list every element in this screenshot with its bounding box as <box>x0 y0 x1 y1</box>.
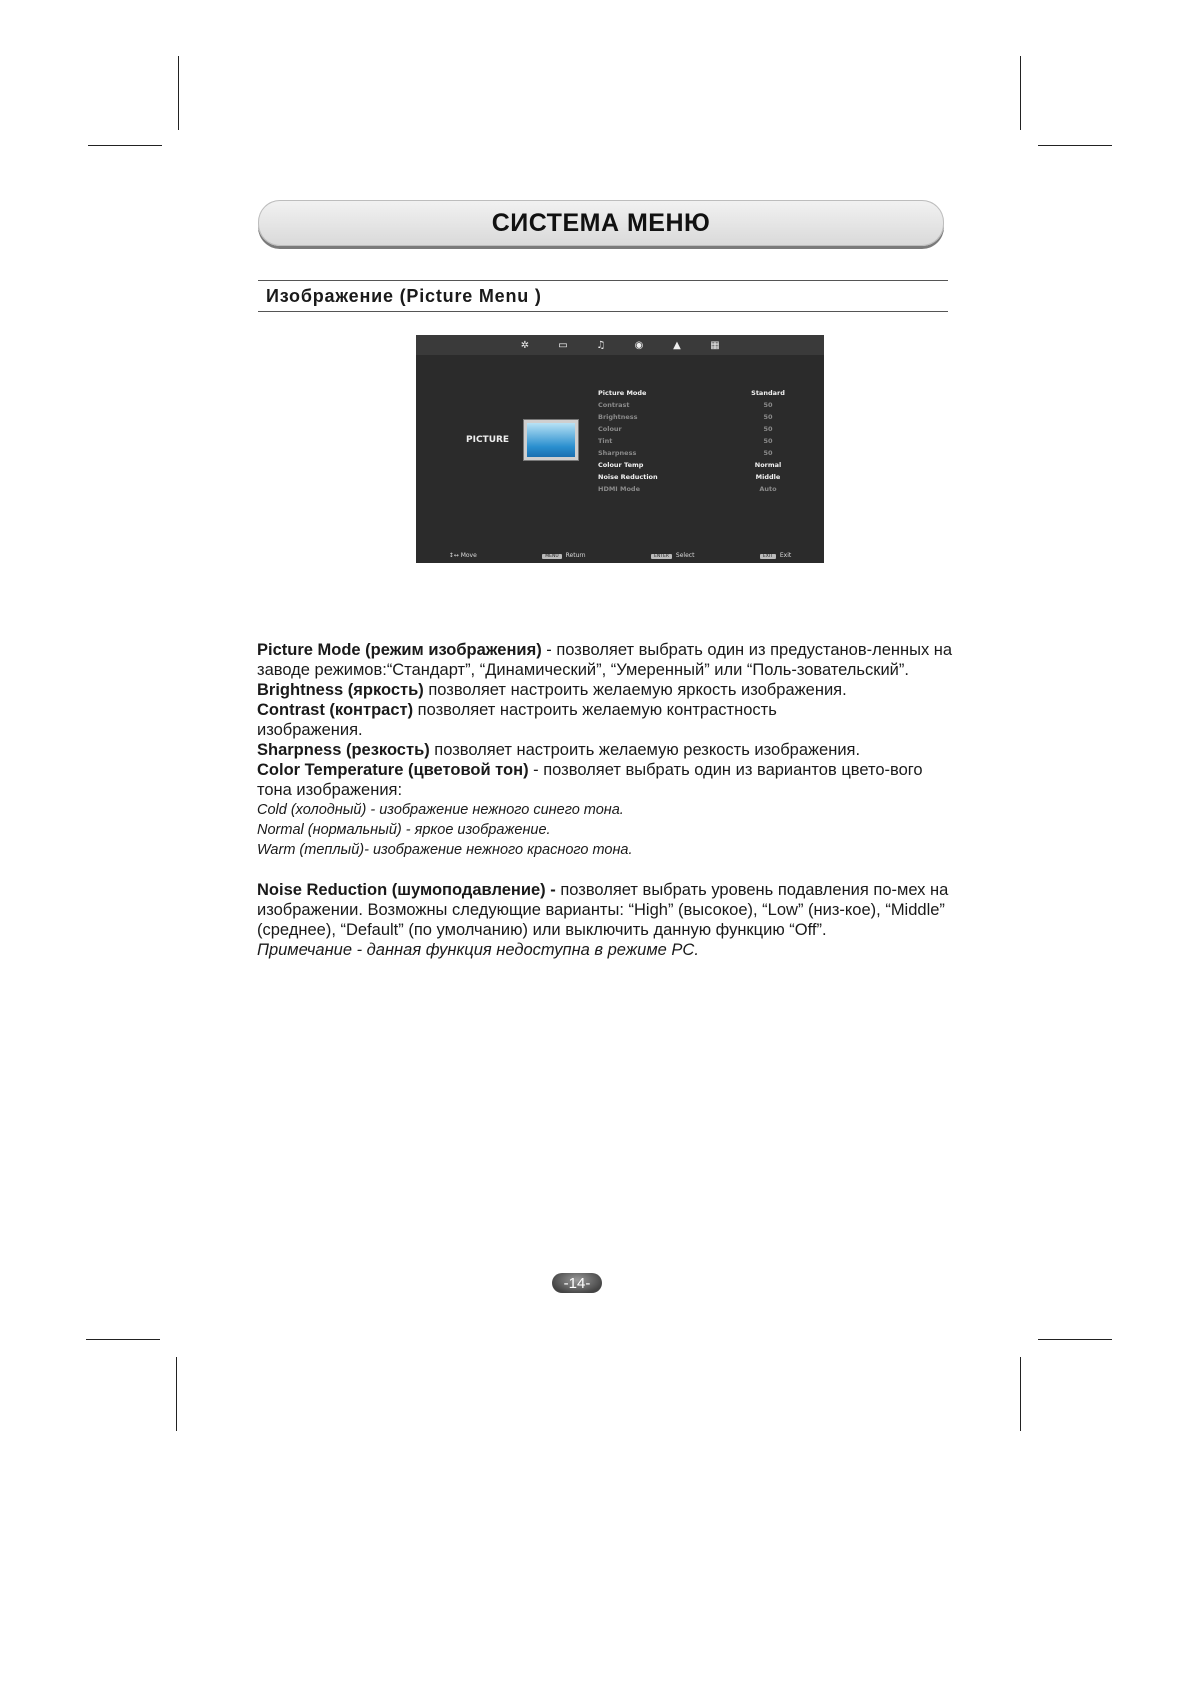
option-warm: Warm (теплый)- изображение нежного красного тона. <box>257 842 633 858</box>
crop-mark <box>176 1357 177 1431</box>
crop-mark <box>178 56 179 130</box>
menu-row-brightness[interactable]: Brightness 50 <box>598 413 773 421</box>
menu-row-hdmi-mode[interactable]: HDMI Mode Auto <box>598 485 777 493</box>
crop-mark <box>1020 56 1021 130</box>
crop-mark <box>1038 1339 1112 1340</box>
paragraph-color-temperature: Color Temperature (цветовой тон) - позволяет выбрать один из вариантов цвето-вого тона изображения: <box>257 761 923 799</box>
lock-icon[interactable]: ▲ <box>673 339 681 351</box>
footer-exit: EXIT Exit <box>760 552 791 559</box>
tv-menu-side-label: PICTURE <box>466 435 510 445</box>
crop-mark <box>1020 1357 1021 1431</box>
paragraph-noise-reduction: Noise Reduction (шумоподавление) - позволяет выбрать уровень подавления по-мех на изображении. Возможны следующие варианты: “High” (высокое), “Low” (низ-кое), “Middle” (среднее), “Default” (по умолчанию) или выключить данную функцию “Off”. <box>257 881 949 939</box>
page-title-bar <box>258 200 944 246</box>
tv-menu-footer <box>416 547 824 563</box>
footer-select: ENTER Select <box>651 552 694 559</box>
picture-screen-icon <box>524 420 578 460</box>
menu-key-icon: MENU <box>542 554 561 559</box>
note: Примечание - данная функция недоступна в режиме PC. <box>257 941 699 959</box>
section-heading: Изображение (Picture Menu ) <box>258 280 948 312</box>
paragraph-picture-mode: Picture Mode (режим изображения) - позволяет выбрать один из предустанов-ленных на заводе режимов:“Стандарт”, “Динамический”, “Умеренный” или “Поль-зовательский”. <box>257 641 953 679</box>
music-note-icon[interactable]: ♫ <box>596 339 606 351</box>
menu-row-noise-reduction[interactable]: Noise Reduction Middle <box>598 473 781 481</box>
crop-mark <box>86 1339 160 1340</box>
crop-mark <box>1038 145 1112 146</box>
menu-row-colour-temp[interactable]: Colour Temp Normal <box>598 461 782 469</box>
option-cold: Cold (холодный) - изображение нежного синего тона. <box>257 802 624 818</box>
move-arrows-icon: ↕↔ <box>448 551 459 559</box>
option-normal: Normal (нормальный) - яркое изображение. <box>257 822 551 838</box>
paragraph-contrast: Contrast (контраст) позволяет настроить желаемую контрастность изображения. <box>257 701 777 739</box>
grid-icon[interactable]: ▦ <box>710 339 720 351</box>
page-title: СИСТЕМА МЕНЮ <box>491 208 711 237</box>
tv-menu-list <box>598 387 788 495</box>
menu-row-tint[interactable]: Tint 50 <box>598 437 773 445</box>
page-number: -14- <box>552 1273 602 1293</box>
menu-row-picture-mode[interactable]: Picture Mode Standard <box>598 389 785 397</box>
description-text <box>257 640 957 960</box>
crop-mark <box>88 145 162 146</box>
gear-icon[interactable]: ✲ <box>520 339 530 351</box>
menu-row-sharpness[interactable]: Sharpness 50 <box>598 449 773 457</box>
enter-key-icon: ENTER <box>651 554 672 559</box>
paragraph-sharpness: Sharpness (резкость) позволяет настроить желаемую резкость изображения. <box>257 741 861 759</box>
paragraph-brightness: Brightness (яркость) позволяет настроить желаемую яркость изображения. <box>257 681 847 699</box>
footer-move: ↕↔ Move <box>448 551 477 559</box>
tv-menu-screenshot <box>416 335 824 563</box>
tv-menu-topbar <box>416 335 824 355</box>
exit-key-icon: EXIT <box>760 554 776 559</box>
menu-row-contrast[interactable]: Contrast 50 <box>598 401 773 409</box>
monitor-icon[interactable]: ▭ <box>558 339 568 351</box>
menu-row-colour[interactable]: Colour 50 <box>598 425 773 433</box>
footer-return: MENU Return <box>542 552 585 559</box>
clock-icon[interactable]: ◉ <box>634 339 644 351</box>
